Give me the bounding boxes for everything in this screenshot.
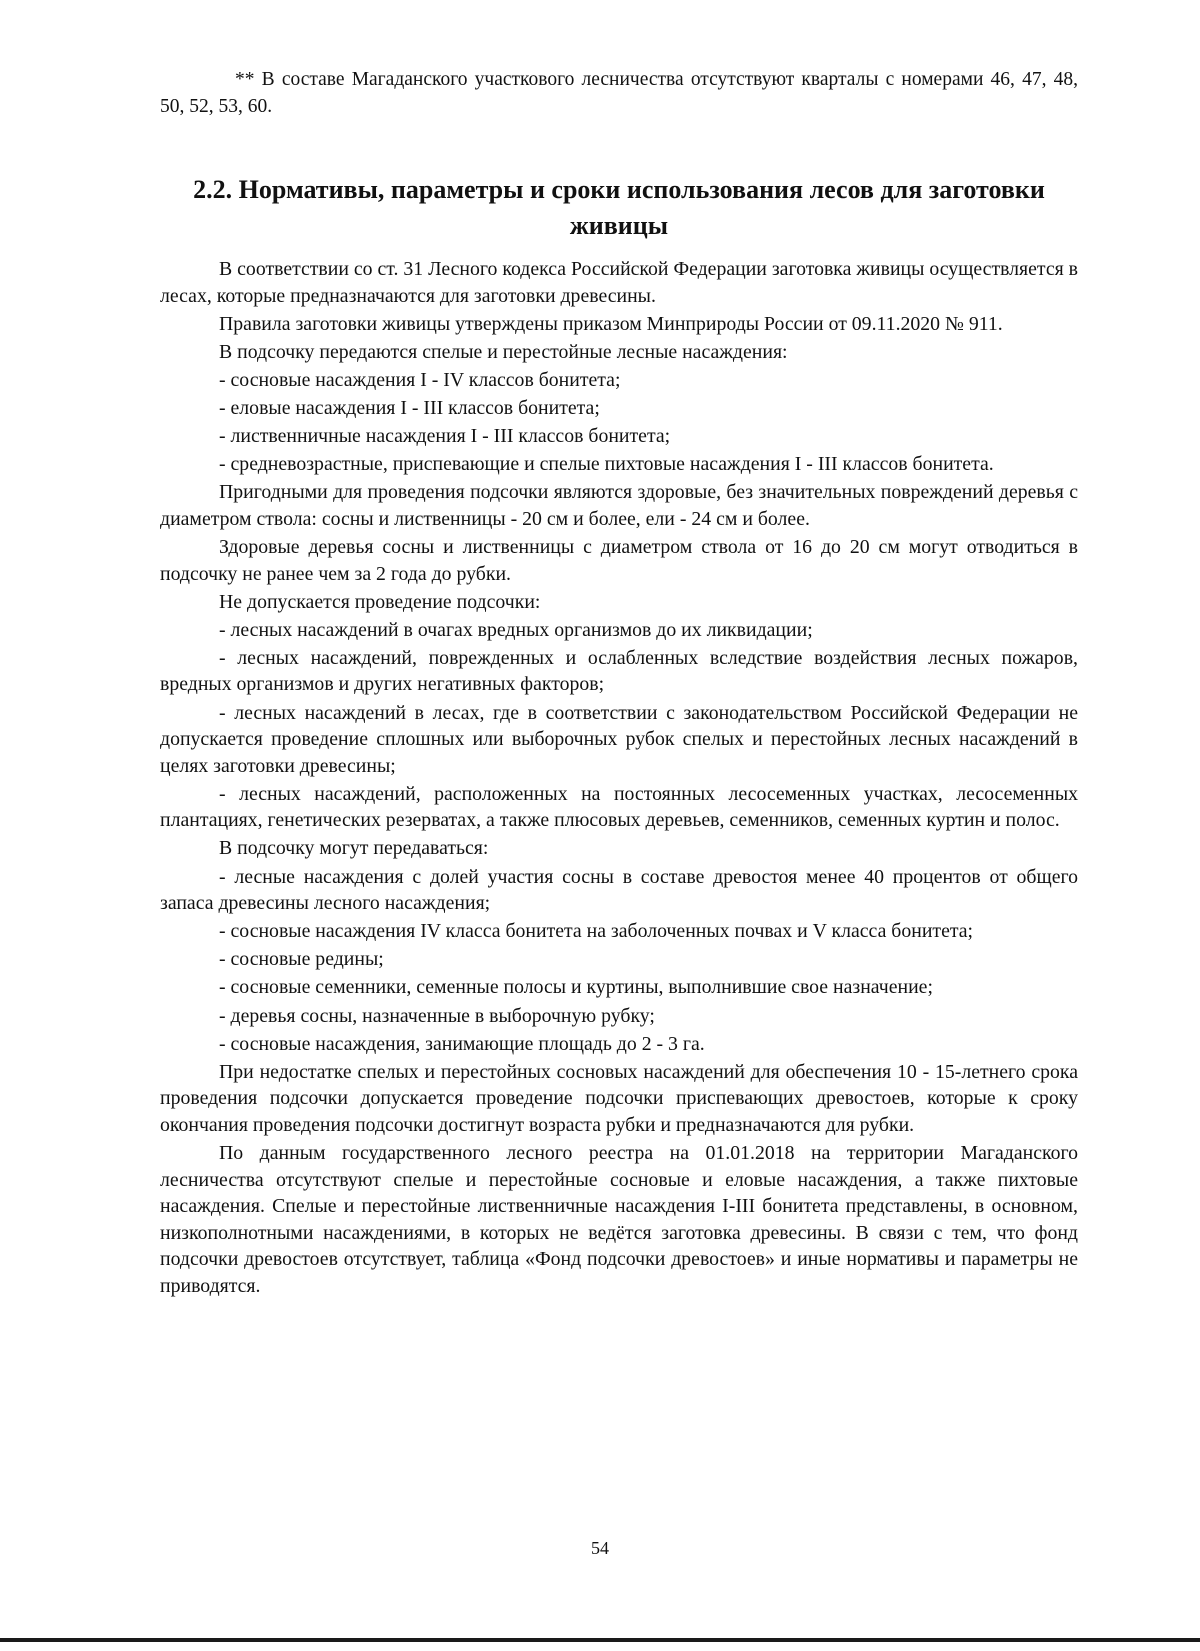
list-item: - сосновые насаждения IV класса бонитета на заболоченных почвах и V класса бонитета; [219,920,974,943]
list-item: - лесных насаждений, расположенных на постоянных лесосеменных участках, лесосеменных плантациях, генетических резерватах, а также плюсовых деревьев, семенников, семенных куртин и полос. [160,782,1078,832]
list-item: - лесных насаждений в очагах вредных организмов до их ликвидации; [219,618,813,641]
list-item: - лесных насаждений в лесах, где в соответствии с законодательством Российской Федерации не допускается проведение сплошных или выборочных рубок спелых и перестойных лесных насаждений в целях заготовки древесины; [160,701,1078,777]
paragraph: При недостатке спелых и перестойных сосновых насаждений для обеспечения 10 - 15-летнего срока проведения подсочки допускается проведение подсочки приспевающих древостоев, которые к сроку окончания проведения подсочки достигнут возраста рубки и предназначаются для рубки. [160,1060,1078,1136]
paragraph: В подсочку могут передаваться: [219,837,489,860]
list-item: - лиственничные насаждения I - III классов бонитета; [219,425,671,448]
paragraph: Не допускается проведение подсочки: [219,590,541,613]
section-title: 2.2. Нормативы, параметры и сроки использования лесов для заготовки живицы [193,175,1045,240]
paragraph: Здоровые деревья сосны и лиственницы с диаметром ствола от 16 до 20 см могут отводиться в подсочку не ранее чем за 2 года до рубки. [160,535,1078,585]
list-item: - лесных насаждений, поврежденных и ослабленных вследствие воздействия лесных пожаров, вредных организмов и других негативных факторов; [160,646,1078,696]
list-item: - сосновые насаждения, занимающие площадь до 2 - 3 га. [219,1032,705,1055]
page-number: 54 [591,1538,609,1558]
paragraph: Пригодными для проведения подсочки являются здоровые, без значительных повреждений деревья с диаметром ствола: сосны и лиственницы - 20 см и более, ели - 24 см и более. [160,481,1078,530]
footnote: ** В составе Магаданского участкового лесничества отсутствуют кварталы с номерами 46, 47, 48, 50, 52, 53, 60. [160,69,1078,117]
list-item: - сосновые семенники, семенные полосы и куртины, выполнившие свое назначение; [219,976,933,999]
body-text [160,256,1078,1300]
bottom-scan-edge [0,1638,1200,1642]
paragraph: Правила заготовки живицы утверждены приказом Минприроды России от 09.11.2020 № 911. [219,312,1003,335]
list-item: - сосновые редины; [219,948,384,971]
list-item: - лесные насаждения с долей участия сосны в составе древостоя менее 40 процентов от общего запаса древесины лесного насаждения; [160,865,1078,915]
page-content [160,66,1078,1301]
paragraph: По данным государственного лесного реестра на 01.01.2018 на территории Магаданского лесничества отсутствуют спелые и перестойные сосновые и еловые насаждения, а также пихтовые насаждения. Спелые и перестойные лиственничные насаждения I-III бонитета представлены, в основном, низкополнотными насаждениями, в которых не ведётся заготовка древесины. В связи с тем, что фонд подсочки древостоев отсутствует, таблица «Фонд подсочки древостоев» и иные нормативы и параметры не приводятся. [160,1142,1078,1297]
paragraph: В подсочку передаются спелые и перестойные лесные насаждения: [219,340,788,363]
list-item: - средневозрастные, приспевающие и спелые пихтовые насаждения I - III классов бонитета. [219,453,994,476]
paragraph: В соответствии со ст. 31 Лесного кодекса Российской Федерации заготовка живицы осуществляется в лесах, которые предназначаются для заготовки древесины. [160,258,1078,307]
list-item: - деревья сосны, назначенные в выборочную рубку; [219,1004,655,1027]
list-item: - еловые насаждения I - III классов бонитета; [219,396,600,419]
list-item: - сосновые насаждения I - IV классов бонитета; [219,368,621,391]
